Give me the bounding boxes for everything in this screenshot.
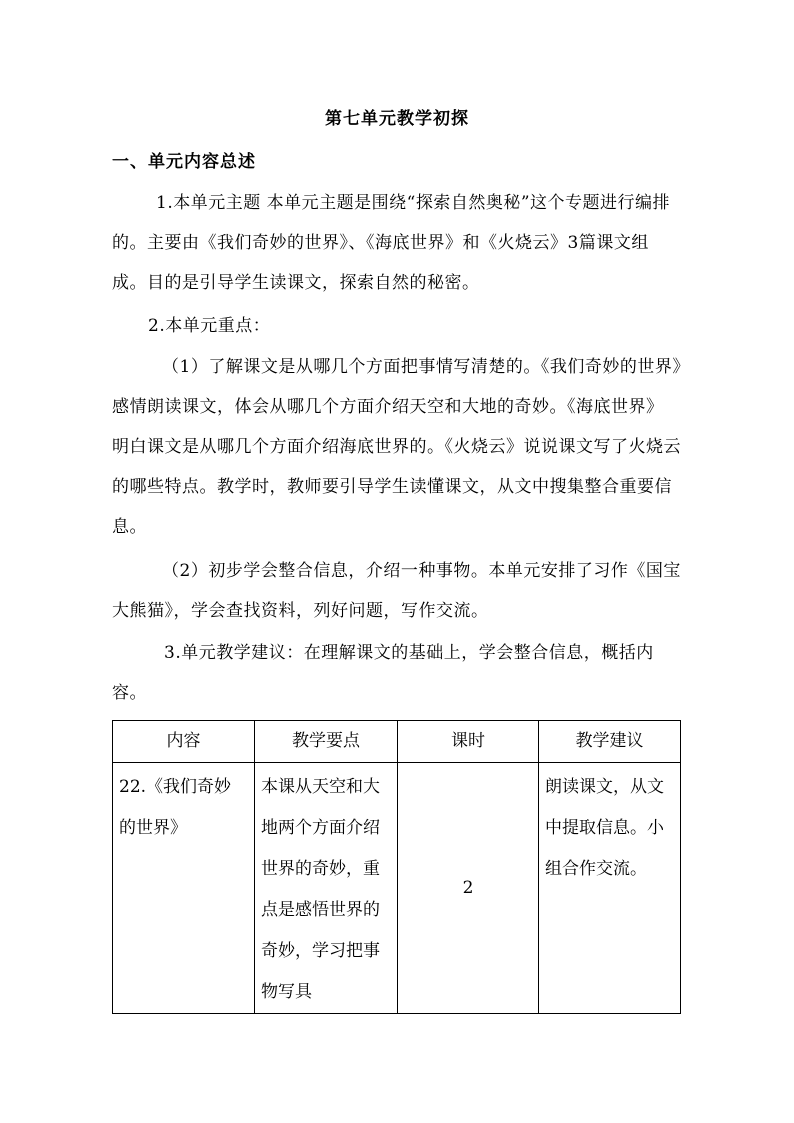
section-heading: 一、单元内容总述 [112,152,256,172]
paragraph-unit-theme: 1.本单元主题 本单元主题是围绕“探索自然奥秘”这个专题进行编排的。主要由《我们奇妙的世界》、《海底世界》和《火烧云》3篇课文组成。目的是引导学生读课文，探索自然的秘密。 [112,193,671,293]
table-row [113,763,681,1014]
paragraph-unit-focus-heading: 2.本单元重点： [148,316,271,336]
cell-suggestions [539,763,681,1014]
cell-content-text: 22.《我们奇妙的世界》 [119,777,232,838]
cell-key-points [255,763,398,1014]
teaching-plan-table [112,720,681,1014]
header-suggestions: 教学建议 [539,721,681,763]
header-key-points: 教学要点 [255,721,398,763]
cell-key-points-text: 本课从天空和大地两个方面介绍世界的奇妙，重点是感悟世界的奇妙，学习把事物写具 [261,777,380,1002]
paragraph-focus-1: （1）了解课文是从哪几个方面把事情写清楚的。《我们奇妙的世界》感情朗读课文，体会从哪几个方面介绍天空和大地的奇妙。《海底世界》 明白课文是从哪几个方面介绍海底世界的。《火烧云》说说课文写了火烧云的哪些特点。教学时，教师要引导学生读懂课文，从文中搜集整合重要信息。 [112,357,682,537]
paragraph-focus-2: （2）初步学会整合信息，介绍一种事物。本单元安排了习作《国宝大熊猫》，学会查找资料，列好问题，写作交流。 [112,561,681,621]
cell-suggestions-text: 朗读课文，从文中提取信息。小组合作交流。 [545,777,664,879]
header-hours: 课时 [398,721,539,763]
table-header-row [113,721,681,763]
cell-hours: 2 [398,763,539,1014]
cell-content [113,763,255,1014]
header-content: 内容 [113,721,255,763]
paragraph-teaching-suggestion: 3.单元教学建议：在理解课文的基础上，学会整合信息，概括内容。 [112,643,654,703]
document-title: 第七单元教学初探 [325,109,469,129]
